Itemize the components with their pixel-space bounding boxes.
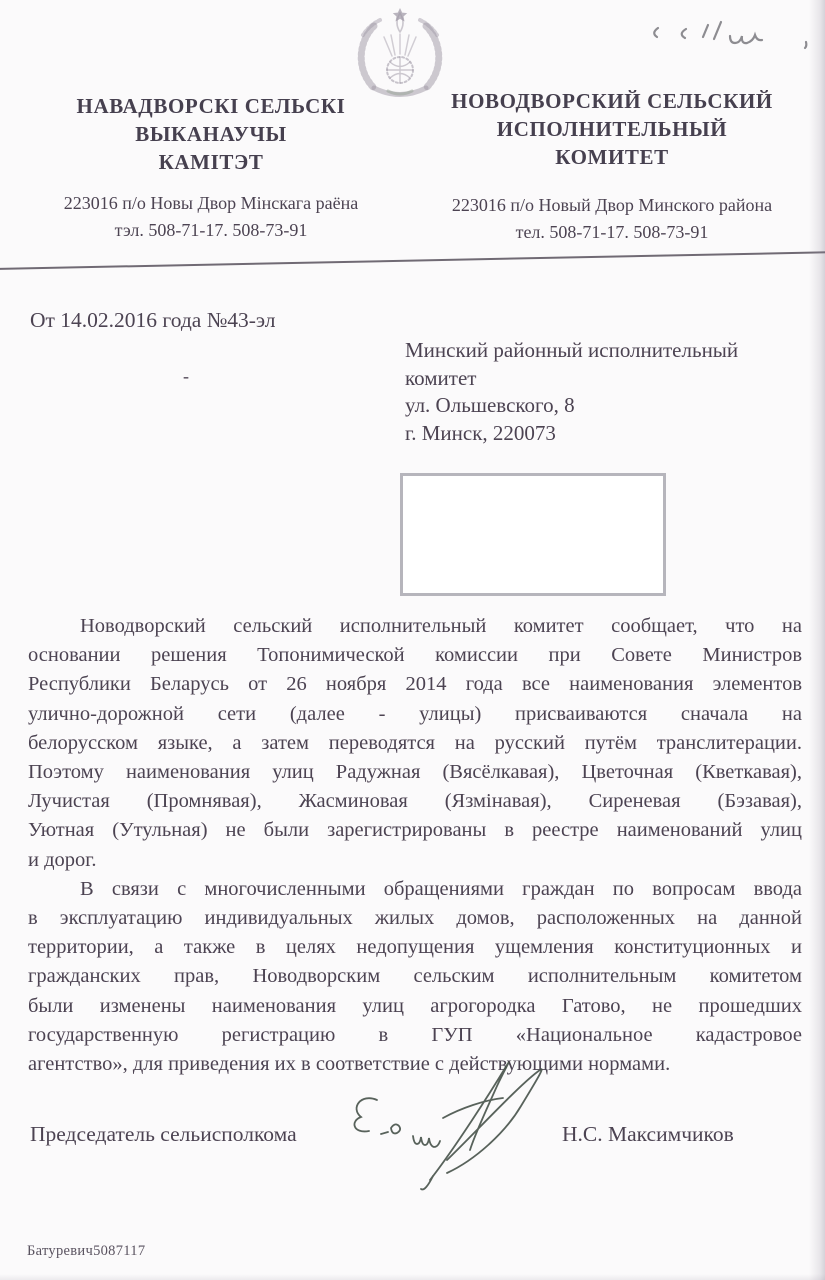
org-address-russian bbox=[428, 192, 796, 246]
signer-title: Председатель сельисполкома bbox=[30, 1122, 297, 1146]
body-line: были изменены наименования улиц агрогородка Гатово, не прошедших bbox=[28, 994, 802, 1017]
address-line: 223016 п/о Новый Двор Минского района bbox=[451, 195, 773, 215]
outgoing-date-number: От 14.02.2016 года №43-эл bbox=[30, 308, 276, 332]
body-line: Лучистая (Промнявая), Жасминовая (Язмінавая), Сиреневая (Бэзавая), bbox=[28, 790, 802, 813]
address-line: тел. 508-71-17. 508-73-91 bbox=[515, 222, 709, 242]
org-name-line: НАВАДВОРСКІ СЕЛЬСКІ bbox=[76, 94, 346, 118]
org-name-line: НОВОДВОРСКИЙ СЕЛЬСКИЙ bbox=[451, 89, 773, 113]
body-line: гражданских прав, Новодворским сельским исполнительным комитетом bbox=[28, 965, 802, 988]
addressee-line: ул. Ольшевского, 8 bbox=[405, 393, 575, 417]
body-line: Уютная (Утульная) не были зарегистрированы в реестре наименований улиц bbox=[28, 819, 802, 842]
body-line: основании решения Топонимической комиссии при Совете Министров bbox=[28, 644, 802, 667]
body-line: в эксплуатацию индивидуальных жилых домов, расположенных на данной bbox=[28, 907, 802, 930]
org-name-line: ВЫКАНАУЧЫ bbox=[135, 122, 287, 146]
org-name-line: ИСПОЛНИТЕЛЬНЫЙ bbox=[496, 117, 728, 141]
addressee-line: комитет bbox=[405, 365, 477, 390]
addressee-line: Минский районный исполнительный bbox=[405, 338, 739, 362]
body-line: Новодворский сельский исполнительный комитет сообщает, что на bbox=[80, 615, 802, 637]
stray-dash-mark: - bbox=[183, 366, 189, 386]
org-name-belarusian bbox=[48, 92, 374, 176]
scan-edge-artifact bbox=[809, 0, 825, 1280]
addressee-line: г. Минск, 220073 bbox=[405, 420, 556, 445]
pencil-scribble-icon bbox=[648, 6, 818, 51]
executor-note: Батуревич5087117 bbox=[27, 1243, 146, 1259]
body-line: Республики Беларусь от 26 ноября 2014 года все наименования элементов bbox=[28, 673, 802, 696]
signer-name: Н.С. Максимчиков bbox=[562, 1122, 734, 1146]
org-name-russian bbox=[428, 87, 796, 171]
letterhead-divider bbox=[0, 251, 825, 270]
body-line: белорусском языке, а затем переводятся на русский путём транслитерации. bbox=[28, 731, 802, 754]
org-name-line: КОМИТЕТ bbox=[555, 145, 669, 169]
address-line: 223016 п/о Новы Двор Мінскага раёна bbox=[63, 193, 359, 213]
org-name-line: КАМІТЭТ bbox=[158, 150, 264, 174]
body-line: улично-дорожной сети (далее - улицы) присваиваются сначала на bbox=[28, 702, 802, 725]
letter-body bbox=[28, 612, 802, 1079]
address-line: тэл. 508-71-17. 508-73-91 bbox=[114, 220, 308, 240]
body-line: и дорог. bbox=[28, 848, 97, 871]
body-line: Поэтому наименования улиц Радужная (Вясёлкавая), Цветочная (Кветкавая), bbox=[28, 761, 802, 784]
body-line: агентство», для приведения их в соответствие с действующими нормами. bbox=[28, 1053, 671, 1076]
org-address-belarusian bbox=[48, 190, 374, 244]
body-line: государственную регистрацию в ГУП «Национальное кадастровое bbox=[28, 1023, 802, 1046]
body-line: территории, а также в целях недопущения ущемления конституционных и bbox=[28, 936, 802, 959]
scan-edge-artifact bbox=[0, 1274, 825, 1280]
addressee-block bbox=[405, 337, 805, 447]
body-line: В связи с многочисленными обращениями граждан по вопросам ввода bbox=[80, 877, 802, 900]
blank-stamp-box bbox=[400, 473, 666, 596]
signature-scribble-icon bbox=[325, 1038, 565, 1203]
paragraph-1 bbox=[28, 612, 802, 875]
